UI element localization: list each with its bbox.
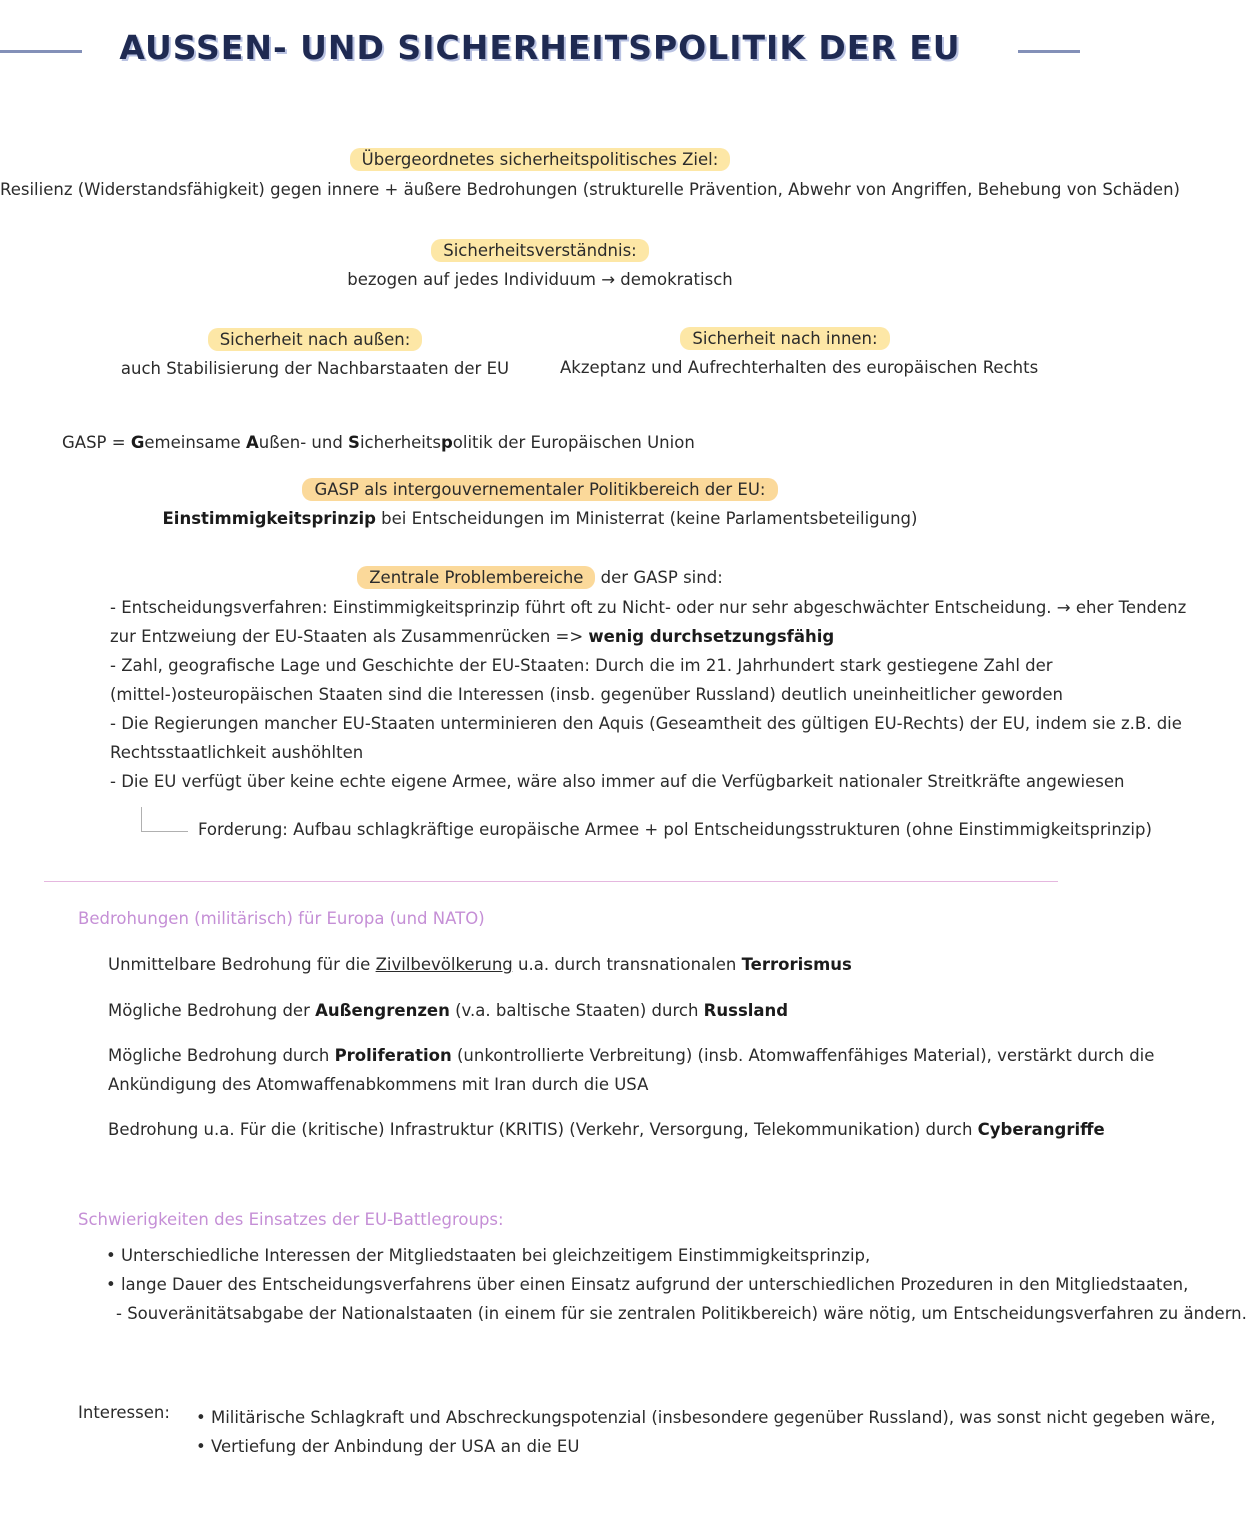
probleme-line-2a: zur Entzweiung der EU-Staaten als Zusammenrücken => (110, 627, 589, 646)
gasp-prefix: GASP = (62, 433, 131, 452)
bedrohung-3-c: (unkontrollierte Verbreitung) (insb. Atomwaffenfähiges Material), verstärkt durch die (451, 1046, 1155, 1065)
gasp-letter-a: A (245, 433, 259, 452)
bedrohung-4-bold: Cyberangriffe (977, 1120, 1105, 1139)
interessen-item-1: • Militärische Schlagkraft und Abschreckungspotenzial (insbesondere gegenüber Russland), was sonst nicht gegeben wäre, (196, 1408, 1216, 1427)
ziel-text: Resilienz (Widerstandsfähigkeit) gegen innere + äußere Bedrohungen (strukturelle Prävention, Abwehr von Angriffen, Behebung von Schäden) (0, 180, 1180, 199)
bedrohung-1-underlined: Zivilbevölkerung (375, 955, 513, 974)
verstaendnis-text: bezogen auf jedes Individuum → demokratisch (347, 270, 733, 289)
bedrohung-4 (108, 1120, 1105, 1139)
bedrohung-2-bold-1: Außengrenzen (315, 1001, 450, 1020)
bedrohung-3-line-1 (108, 1041, 1154, 1070)
probleme-label: Zentrale Problembereiche (357, 566, 595, 589)
battlegroups-list (106, 1241, 1247, 1328)
bedrohung-1-a: Unmittelbare Bedrohung für die (108, 955, 376, 974)
einstimmigkeit-bold: Einstimmigkeitsprinzip (162, 509, 376, 528)
gasp-inter-label: GASP als intergouvernementaler Politikbereich der EU: (302, 478, 777, 501)
bedrohungen-heading: Bedrohungen (militärisch) für Europa (und NATO) (78, 909, 485, 928)
innen-label-row (560, 329, 1010, 348)
gasp-inter-label-row (0, 480, 1080, 499)
probleme-label-rest: der GASP sind: (595, 568, 723, 587)
bedrohung-2 (108, 1001, 788, 1020)
probleme-line-4: (mittel-)osteuropäischen Staaten sind die Interessen (insb. gegenüber Russland) deutlich uneinheitlicher geworden (110, 685, 1063, 704)
bedrohung-1-bold: Terrorismus (741, 955, 852, 974)
bedrohung-3-bold: Proliferation (334, 1046, 452, 1065)
bedrohung-4-a: Bedrohung u.a. Für die (kritische) Infrastruktur (KRITIS) (Verkehr, Versorgung, Telekommunikation) durch (108, 1120, 978, 1139)
probleme-line-3: - Zahl, geografische Lage und Geschichte der EU-Staaten: Durch die im 21. Jahrhundert stark gestiegene Zahl der (110, 656, 1053, 675)
aussen-text: auch Stabilisierung der Nachbarstaaten der EU (120, 359, 510, 378)
ziel-label-row (0, 150, 1080, 169)
probleme-line-2 (110, 622, 1186, 651)
battlegroups-item-3: - Souveränitätsabgabe der Nationalstaaten (in einem für sie zentralen Politikbereich) wäre nötig, um Entscheidungsverfahren zu ändern. (116, 1304, 1247, 1323)
probleme-line-7: - Die EU verfügt über keine echte eigene Armee, wäre also immer auf die Verfügbarkeit nationaler Streitkräfte angewiesen (110, 772, 1125, 791)
verstaendnis-label-row (0, 241, 1080, 260)
gasp-letter-p: p (440, 433, 453, 452)
forderung-connector (141, 807, 188, 832)
battlegroups-heading: Schwierigkeiten des Einsatzes der EU-Battlegroups: (78, 1210, 504, 1229)
battlegroups-item-2: • lange Dauer des Entscheidungsverfahrens über einen Einsatz aufgrund der unterschiedlichen Prozeduren in den Mitgliedstaaten, (106, 1275, 1189, 1294)
interessen-list (196, 1403, 1216, 1461)
interessen-item-2: • Vertiefung der Anbindung der USA an die EU (196, 1437, 580, 1456)
section-divider (44, 881, 1058, 882)
innen-label: Sicherheit nach innen: (680, 327, 889, 350)
page-title: AUSSEN- UND SICHERHEITSPOLITIK DER EU (119, 28, 961, 67)
aussen-label: Sicherheit nach außen: (208, 328, 423, 351)
forderung-text: Forderung: Aufbau schlagkräftige europäische Armee + pol Entscheidungsstrukturen (ohne Einstimmigkeitsprinzip) (198, 820, 1152, 839)
verstaendnis-label: Sicherheitsverständnis: (431, 239, 649, 262)
battlegroups-item-1: • Unterschiedliche Interessen der Mitgliedstaaten bei gleichzeitigem Einstimmigkeitsprinzip, (106, 1246, 871, 1265)
gasp-inter-text (0, 509, 1080, 528)
probleme-heading (0, 568, 1080, 587)
bedrohung-3-line-2: Ankündigung des Atomwaffenabkommens mit Iran durch die USA (108, 1075, 649, 1094)
gasp-letter-s: S (348, 433, 360, 452)
aussen-label-row (80, 330, 550, 349)
gasp-inter-rest: bei Entscheidungen im Ministerrat (keine Parlamentsbeteiligung) (375, 509, 918, 528)
bedrohung-2-a: Mögliche Bedrohung der (108, 1001, 316, 1020)
innen-text: Akzeptanz und Aufrechterhalten des europäischen Rechts (560, 358, 1039, 377)
gasp-part-3: icherheits (359, 433, 441, 452)
interessen-label: Interessen: (78, 1403, 170, 1422)
probleme-line-2-bold: wenig durchsetzungsfähig (588, 627, 835, 646)
gasp-part-4: olitik der Europäischen Union (452, 433, 695, 452)
bedrohung-2-c: (v.a. baltische Staaten) durch (449, 1001, 704, 1020)
bedrohung-2-bold-2: Russland (703, 1001, 789, 1020)
probleme-line-1: - Entscheidungsverfahren: Einstimmigkeitsprinzip führt oft zu Nicht- oder nur sehr abgeschwächter Entscheidung. → eher Tendenz (110, 598, 1187, 617)
bedrohung-3-a: Mögliche Bedrohung durch (108, 1046, 335, 1065)
gasp-letter-g: G (130, 433, 145, 452)
bedrohung-1 (108, 955, 852, 974)
probleme-line-5: - Die Regierungen mancher EU-Staaten unterminieren den Aquis (Geseamtheit des gültigen EU-Rechts) der EU, indem sie z.B. die (110, 714, 1182, 733)
bedrohung-1-b: u.a. durch transnationalen (512, 955, 742, 974)
gasp-part-2: ußen- und (258, 433, 349, 452)
probleme-line-6: Rechtsstaatlichkeit aushöhlten (110, 743, 364, 762)
bedrohung-3 (108, 1041, 1154, 1099)
gasp-part-1: emeinsame (144, 433, 246, 452)
gasp-definition (62, 433, 695, 452)
probleme-list (110, 593, 1186, 796)
ziel-label: Übergeordnetes sicherheitspolitisches Ziel: (350, 148, 731, 171)
